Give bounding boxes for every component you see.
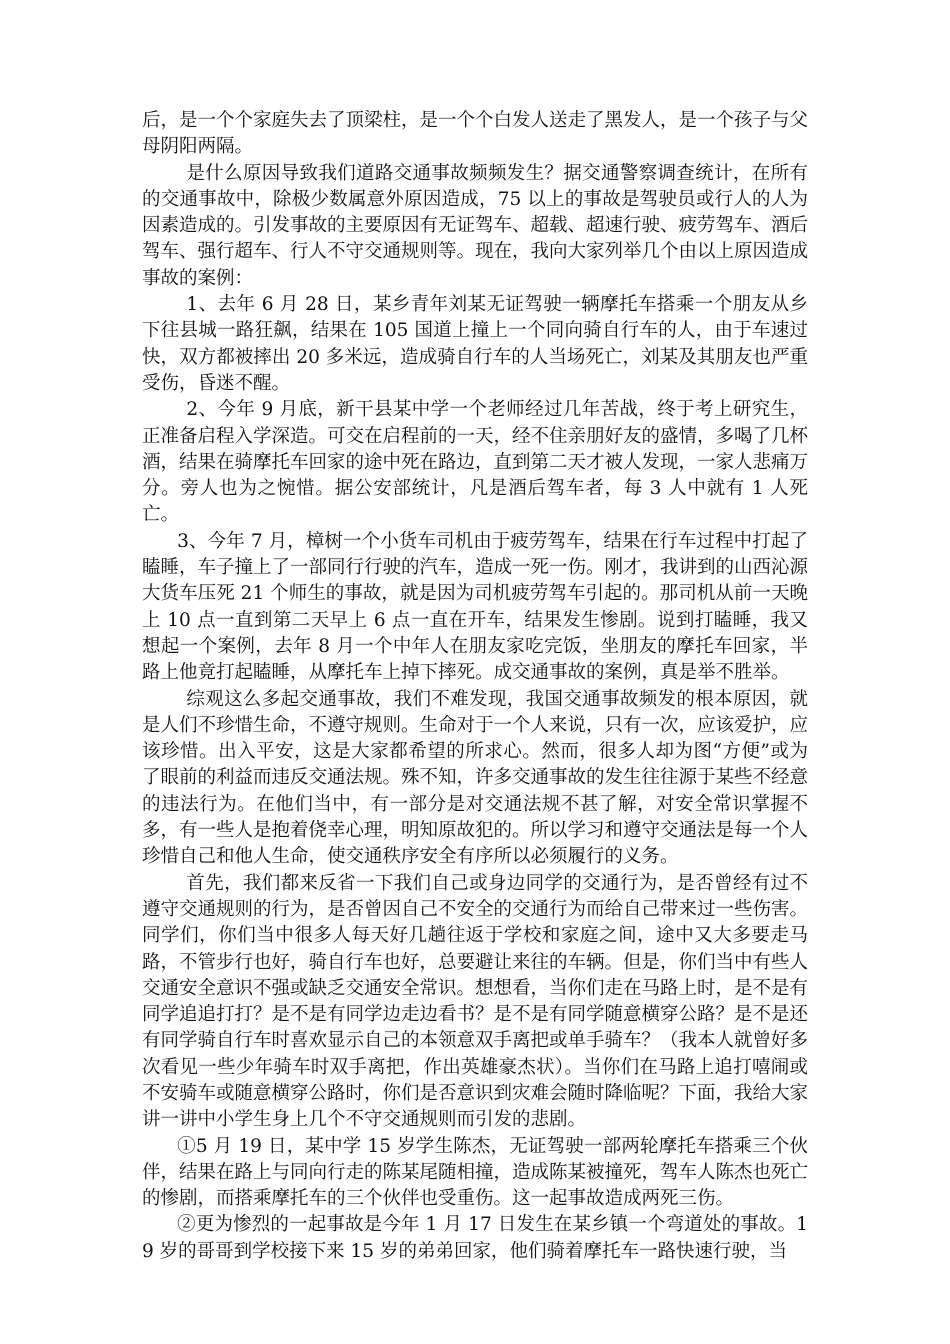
paragraph-continuation: 后，是一个个家庭失去了顶梁柱，是一个个白发人送走了黑发人，是一个孩子与父母阴阳两隔。	[142, 110, 809, 158]
paragraph-summary: 综观这么多起交通事故，我们不难发现，我国交通事故频发的根本原因，就是人们不珍惜生命，不遵守规则。生命对于一个人来说，只有一次，应该爱护，应该珍惜。出入平安，这是大家都希望的所求心。然而，很多人却为图“方便”或为了眼前的利益而违反交通法规。殊不知，许多交通事故的发生往往源于某些不经意的违法行为。在他们当中，有一部分是对交通法规不甚了解，对安全常识掌握不多，有一些人是抱着侥幸心理，明知原故犯的。所以学习和遵守交通法是每一个人珍惜自己和他人生命，使交通秩序安全有序所以必须履行的义务。	[142, 688, 809, 868]
paragraph-case-2: 2、今年 9 月底，新干县某中学一个老师经过几年苦战，终于考上研究生，正准备启程入学深造。可交在启程前的一天，经不住亲朋好友的盛情，多喝了几杯酒，结果在骑摩托车回家的途中死在路边，直到第二天才被人发现，一家人悲痛万分。旁人也为之惋惜。据公安部统计，凡是酒后驾车者，每 3 人中就有 1 人死亡。	[142, 399, 809, 526]
paragraph-reflection: 首先，我们都来反省一下我们自己或身边同学的交通行为，是否曾经有过不遵守交通规则的行为，是否曾因自己不安全的交通行为而给自己带来过一些伤害。同学们，你们当中很多人每天好几趟往返于学校和家庭之间，途中又大多要走马路，不管步行也好，骑自行车也好，总要避让来往的车辆。但是，你们当中有些人交通安全意识不强或缺乏交通安全常识。想想看，当你们走在马路上时，是不是有同学追追打打？是不是有同学边走边看书？是不是有同学随意横穿公路？是不是还有同学骑自行车时喜欢显示自己的本领意双手离把或单手骑车？（我本人就曾好多次看见一些少年骑车时双手离把，作出英雄豪杰状）。当你们在马路上追打嘻闹或不安骑车或随意横穿公路时，你们是否意识到灾难会随时降临呢？下面，我给大家讲一讲中小学生身上几个不守交通规则而引发的悲剧。	[142, 872, 809, 1131]
paragraph-case-1: 1、去年 6 月 28 日，某乡青年刘某无证驾驶一辆摩托车搭乘一个朋友从乡下往县城一路狂飙，结果在 105 国道上撞上一个同向骑自行车的人，由于车速过快，双方都被摔出 20 多米远，造成骑自行车的人当场死亡，刘某及其朋友也严重受伤，昏迷不醒。	[142, 294, 808, 394]
paragraph-cause-analysis: 是什么原因导致我们道路交通事故频频发生？据交通警察调查统计，在所有的交通事故中，除极少数属意外原因造成，75 以上的事故是驾驶员或行人的人为因素造成的。引发事故的主要原因有无证驾车、超载、超速行驶、疲劳驾车、酒后驾车、强行超车、行人不守交通规则等。现在，我向大家列举几个由以上原因造成事故的案例：	[142, 162, 809, 289]
document-body	[142, 108, 808, 1265]
paragraph-student-case-1: ①5 月 19 日，某中学 15 岁学生陈杰，无证驾驶一部两轮摩托车搭乘三个伙伴，结果在路上与同向行走的陈某尾随相撞，造成陈某被撞死，驾车人陈杰也死亡的惨剧，而搭乘摩托车的三个伙伴也受重伤。这一起事故造成两死三伤。	[142, 1135, 809, 1210]
paragraph-case-3: 3、今年 7 月，樟树一个小货车司机由于疲劳驾车，结果在行车过程中打起了瞌睡，车子撞上了一部同行行驶的汽车，造成一死一伤。刚才，我讲到的山西沁源大货车压死 21 个师生的事故，就是因为司机疲劳驾车引起的。那司机从前一天晚上 10 点一直到第二天早上 6 点一直在开车，结果发生惨剧。说到打瞌睡，我又想起一个案例，去年 8 月一个中年人在朋友家吃完饭，坐朋友的摩托车回家，半路上他竟打起瞌睡，从摩托车上掉下摔死。成交通事故的案例，真是举不胜举。	[142, 530, 809, 684]
paragraph-student-case-2: ②更为惨烈的一起事故是今年 1 月 17 日发生在某乡镇一个弯道处的事故。19 岁的哥哥到学校接下来 15 岁的弟弟回家，他们骑着摩托车一路快速行驶，当	[142, 1214, 808, 1262]
